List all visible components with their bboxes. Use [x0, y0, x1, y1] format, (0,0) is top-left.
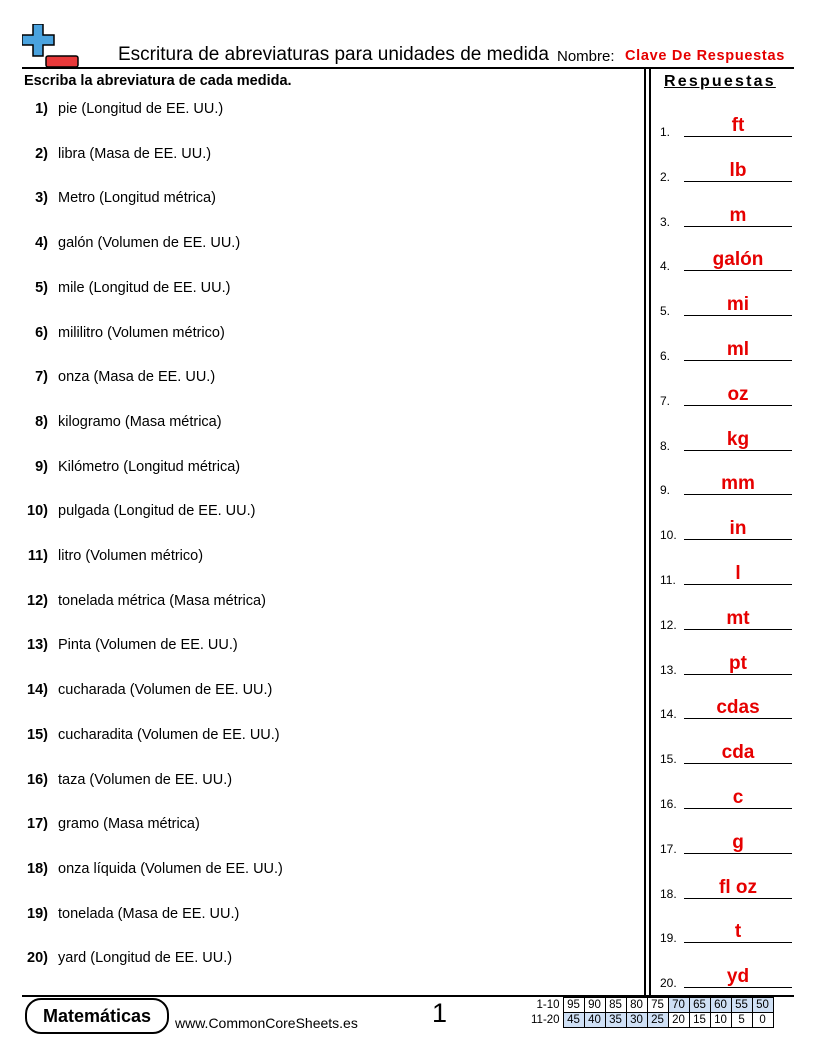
- score-cell: 40: [584, 1013, 605, 1028]
- answer-number: 10.: [660, 528, 677, 543]
- answer-number: 11.: [660, 573, 676, 587]
- answer-item: [660, 473, 794, 497]
- score-cell: 90: [584, 998, 605, 1013]
- question-number: 1): [35, 101, 48, 117]
- answer-item: [660, 249, 794, 273]
- answer-column-divider: [644, 68, 646, 996]
- question-text: yard (Longitud de EE. UU.): [58, 950, 233, 967]
- answer-item: [660, 518, 794, 542]
- answer-number: 12.: [660, 617, 677, 632]
- answer-value: g: [732, 831, 744, 853]
- answer-number: 3.: [660, 214, 671, 229]
- answers-header: Respuestas: [664, 73, 776, 90]
- question-number: 6): [35, 324, 48, 341]
- answer-item: [660, 384, 794, 408]
- score-cell: 35: [605, 1013, 626, 1028]
- question-text: Metro (Longitud métrica): [58, 190, 216, 207]
- question-text: Pinta (Volumen de EE. UU.): [58, 637, 238, 654]
- brand-badge: Matemáticas: [25, 998, 169, 1034]
- answer-number: 15.: [660, 752, 677, 767]
- score-cell: 60: [710, 998, 731, 1013]
- logo-plus-minus-icon: [22, 24, 80, 68]
- question-number: 4): [35, 235, 48, 252]
- question-number: 9): [35, 458, 48, 475]
- name-value: Clave De Respuestas: [625, 48, 785, 64]
- question-number: 11): [27, 548, 48, 564]
- answer-number: 17.: [660, 841, 677, 856]
- answer-column-divider-inner: [649, 68, 651, 996]
- question-text: pie (Longitud de EE. UU.): [58, 101, 224, 117]
- answer-number: 19.: [660, 931, 677, 946]
- question-number: 10): [27, 503, 48, 520]
- score-cell: 70: [668, 998, 689, 1013]
- answer-number: 7.: [660, 393, 671, 408]
- question-text: onza (Masa de EE. UU.): [58, 369, 216, 386]
- score-cell: 80: [626, 998, 647, 1013]
- worksheet-title: Escritura de abreviaturas para unidades de medida: [118, 44, 549, 65]
- answer-value: lb: [729, 159, 747, 181]
- question-text: taza (Volumen de EE. UU.): [58, 771, 233, 788]
- answer-value: m: [729, 204, 747, 226]
- question-text: kilogramo (Masa métrica): [58, 413, 222, 430]
- answer-value: l: [735, 563, 741, 584]
- site-url: www.CommonCoreSheets.es: [175, 1015, 358, 1031]
- question-text: tonelada métrica (Masa métrica): [58, 592, 266, 609]
- page-number: 1: [432, 998, 448, 1028]
- score-cell: 55: [731, 998, 752, 1013]
- score-cell: 10: [710, 1013, 731, 1028]
- score-cell: 20: [668, 1013, 689, 1028]
- question-text: cucharada (Volumen de EE. UU.): [58, 682, 273, 699]
- answer-value: ft: [731, 115, 745, 136]
- answer-number: 1.: [660, 125, 671, 139]
- score-table: [529, 997, 774, 1028]
- question-number: 13): [27, 637, 48, 654]
- answer-item: [660, 563, 794, 587]
- question-number: 7): [35, 369, 48, 386]
- header-divider: [22, 67, 794, 69]
- answer-value: mt: [726, 607, 750, 629]
- answer-value: fl oz: [719, 876, 757, 898]
- answer-value: oz: [727, 383, 749, 405]
- answer-item: [660, 697, 794, 721]
- question-number: 18): [27, 860, 48, 877]
- question-number: 14): [27, 682, 48, 699]
- answer-number: 4.: [660, 259, 671, 274]
- score-row-label: 1-10: [536, 999, 560, 1011]
- question-text: onza líquida (Volumen de EE. UU.): [58, 860, 283, 877]
- answer-number: 16.: [660, 797, 677, 811]
- question-text: pulgada (Longitud de EE. UU.): [58, 503, 256, 520]
- question-number: 16): [27, 771, 48, 788]
- score-cell: 95: [563, 998, 584, 1013]
- question-text: litro (Volumen métrico): [58, 548, 204, 564]
- answer-number: 20.: [660, 976, 677, 991]
- answer-item: [660, 653, 794, 677]
- score-cell: 45: [563, 1013, 584, 1028]
- score-cell: 30: [626, 1013, 647, 1028]
- answer-number: 2.: [660, 169, 671, 184]
- question-number: 17): [27, 816, 48, 833]
- answer-number: 8.: [660, 438, 671, 453]
- answer-item: [660, 742, 794, 766]
- answer-number: 9.: [660, 483, 671, 498]
- question-number: 8): [35, 413, 48, 430]
- answer-item: [660, 608, 794, 632]
- question-text: cucharadita (Volumen de EE. UU.): [58, 726, 280, 743]
- answer-item: [660, 966, 794, 990]
- answer-item: [660, 294, 794, 318]
- answer-item: [660, 832, 794, 856]
- question-text: mililitro (Volumen métrico): [58, 324, 225, 341]
- answer-value: pt: [729, 652, 747, 674]
- question-text: gramo (Masa métrica): [58, 816, 200, 833]
- score-cell: 0: [752, 1013, 773, 1028]
- question-text: galón (Volumen de EE. UU.): [58, 235, 241, 252]
- answer-item: [660, 429, 794, 453]
- answer-value: in: [729, 518, 747, 540]
- question-number: 20): [27, 950, 48, 967]
- question-number: 2): [35, 145, 48, 162]
- answer-value: ml: [726, 339, 750, 360]
- answer-value: cda: [721, 742, 755, 764]
- score-row: [529, 1013, 773, 1028]
- question-text: libra (Masa de EE. UU.): [58, 145, 212, 162]
- answer-value: c: [732, 787, 744, 808]
- question-number: 5): [35, 279, 48, 296]
- instructions: Escriba la abreviatura de cada medida.: [24, 73, 292, 89]
- question-number: 12): [27, 592, 48, 609]
- answer-item: [660, 115, 794, 139]
- answer-number: 5.: [660, 304, 671, 319]
- question-text: Kilómetro (Longitud métrica): [58, 458, 241, 475]
- answer-value: kg: [726, 428, 750, 450]
- question-number: 15): [27, 726, 48, 743]
- score-row: [529, 998, 773, 1013]
- answer-value: yd: [726, 966, 750, 988]
- answer-value: mi: [726, 294, 750, 316]
- score-cell: 50: [752, 998, 773, 1013]
- answer-number: 6.: [660, 349, 671, 363]
- score-row-label: 11-20: [531, 1014, 560, 1026]
- answer-number: 18.: [660, 886, 677, 901]
- answer-value: mm: [721, 473, 755, 495]
- answer-value: t: [734, 921, 742, 943]
- answer-item: [660, 877, 794, 901]
- answer-item: [660, 205, 794, 229]
- answer-value: cdas: [716, 697, 760, 719]
- score-cell: 15: [689, 1013, 710, 1028]
- question-number: 3): [35, 190, 48, 207]
- score-cell: 75: [647, 998, 668, 1013]
- question-text: mile (Longitud de EE. UU.): [58, 279, 231, 296]
- score-cell: 25: [647, 1013, 668, 1028]
- score-cell: 5: [731, 1013, 752, 1028]
- answer-item: [660, 339, 794, 363]
- question-number: 19): [27, 905, 48, 922]
- answer-number: 14.: [660, 707, 677, 722]
- answer-item: [660, 160, 794, 184]
- answer-number: 13.: [660, 662, 677, 677]
- answer-value: galón: [712, 249, 764, 271]
- answer-item: [660, 921, 794, 945]
- score-cell: 85: [605, 998, 626, 1013]
- question-text: tonelada (Masa de EE. UU.): [58, 905, 240, 922]
- name-label: Nombre:: [557, 48, 615, 65]
- answer-item: [660, 787, 794, 811]
- score-cell: 65: [689, 998, 710, 1013]
